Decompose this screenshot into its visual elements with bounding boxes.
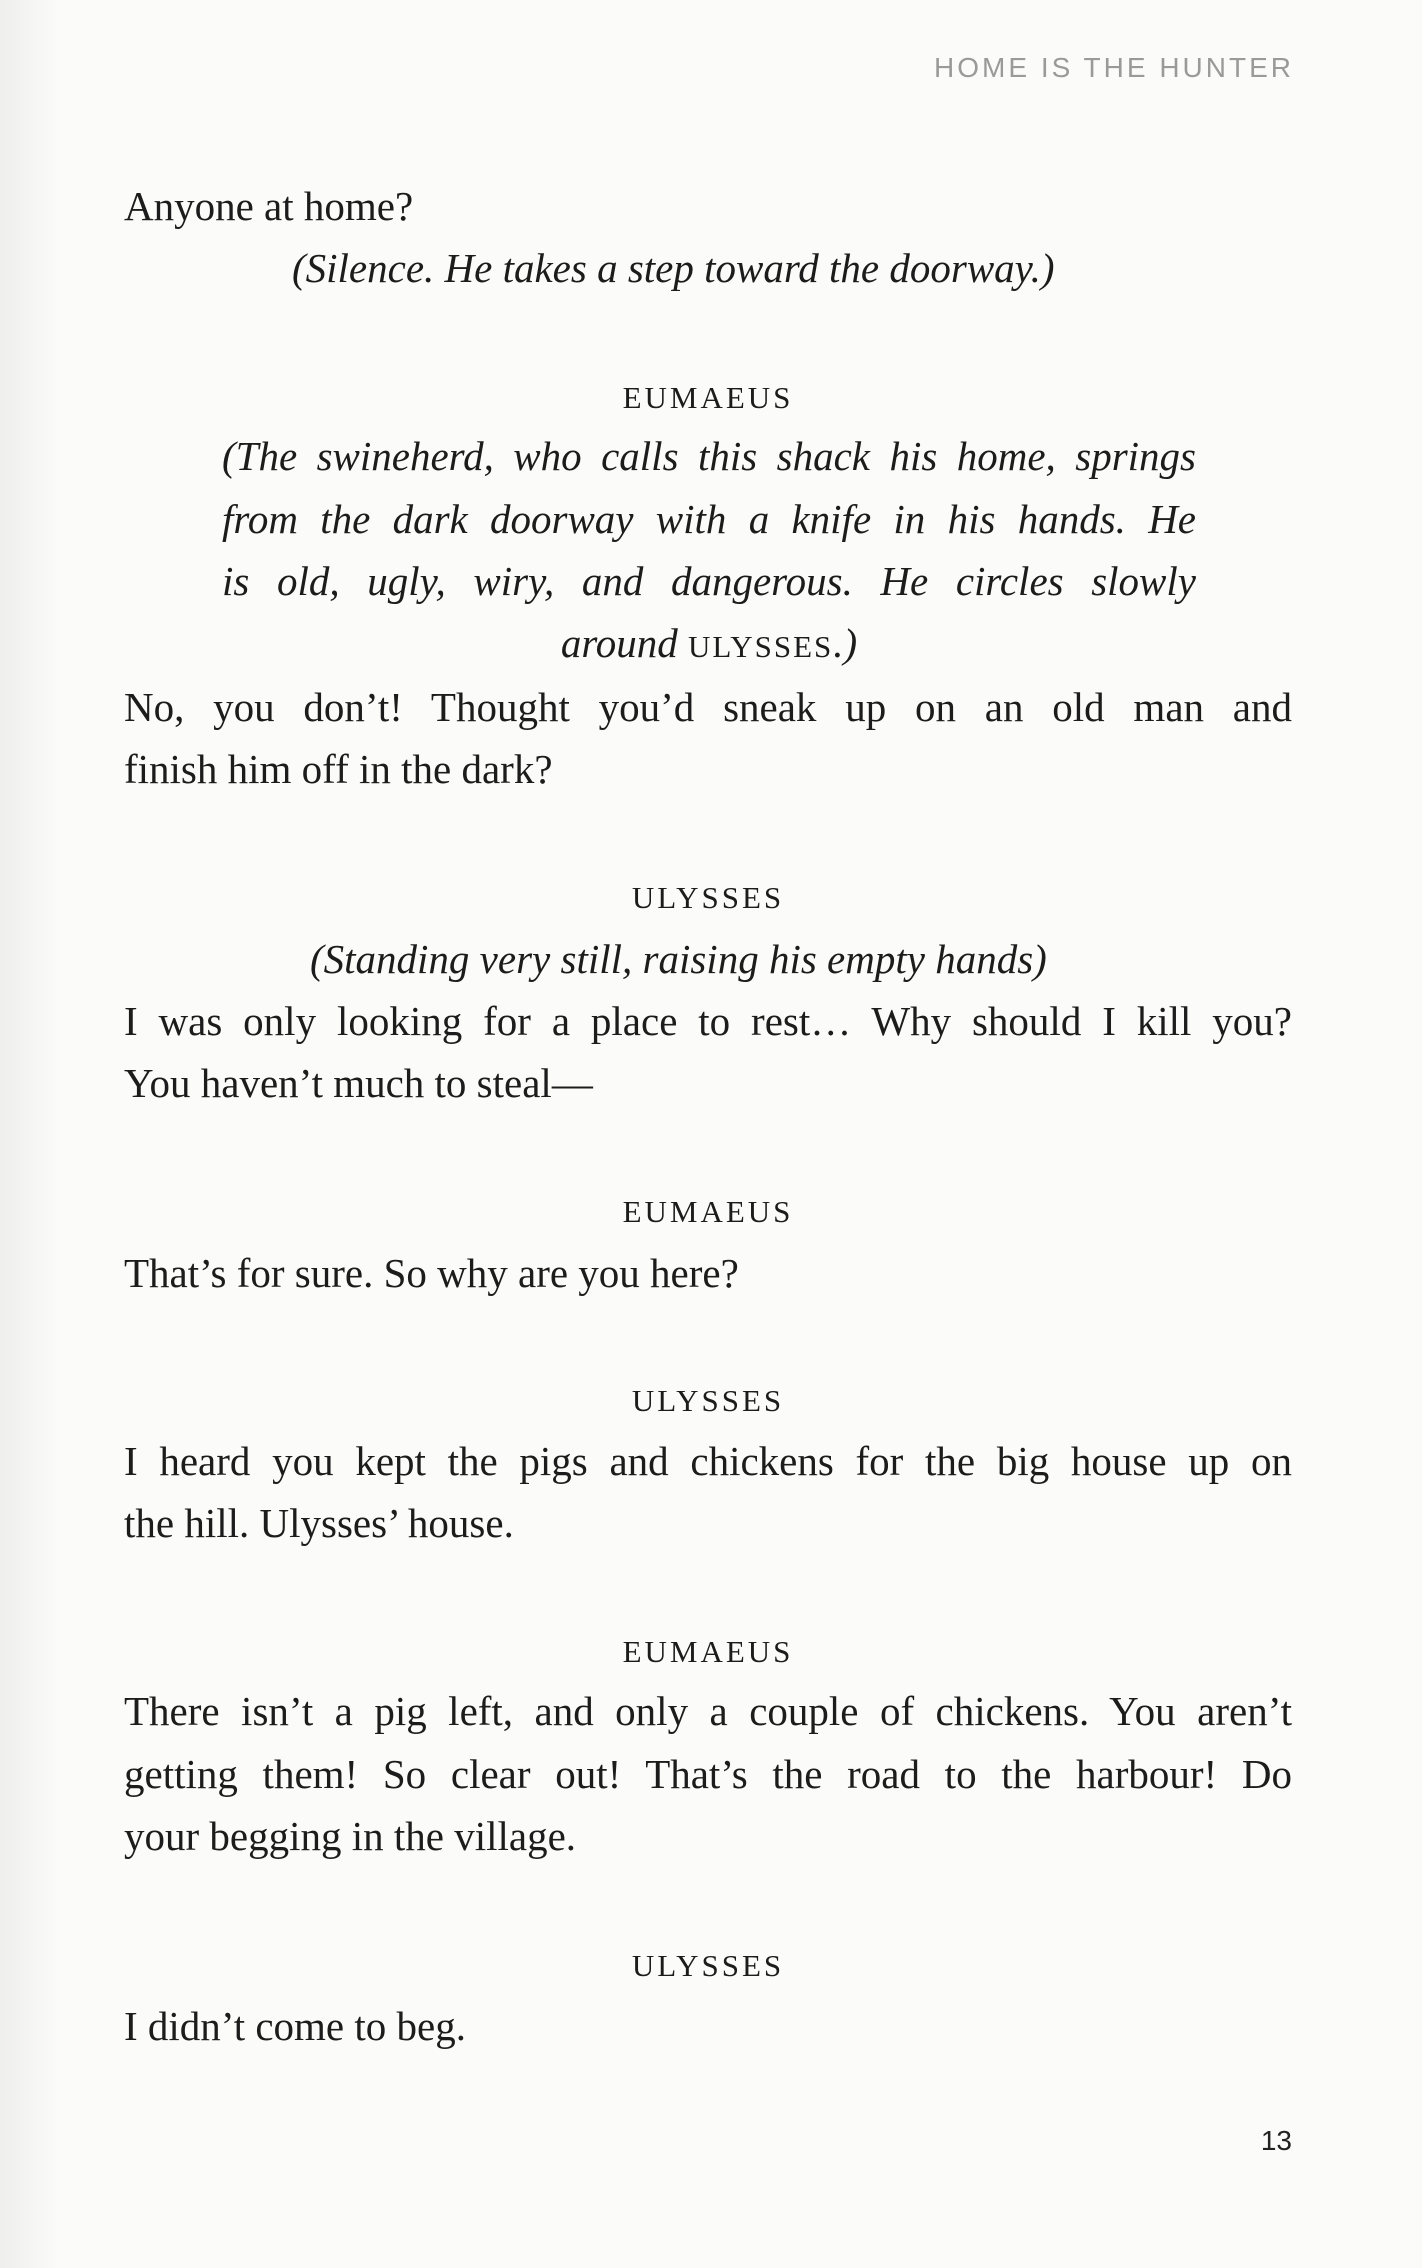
stage-direction: from the dark doorway with a knife in his hands. He bbox=[222, 496, 1196, 542]
binding-shadow bbox=[0, 0, 60, 2268]
dialogue-line: getting them! So clear out! That’s the road to the harbour! Do bbox=[124, 1751, 1292, 1797]
speaker-name: EUMAEUS bbox=[622, 1194, 794, 1229]
stage-direction bbox=[222, 612, 1196, 678]
speaker-name: ULYSSES bbox=[631, 880, 785, 915]
speaker-name: EUMAEUS bbox=[622, 380, 794, 415]
dialogue-line: That’s for sure. So why are you here? bbox=[124, 1250, 739, 1296]
dialogue-line: There isn’t a pig left, and only a couple of chickens. You aren’t bbox=[124, 1688, 1292, 1734]
dialogue-line: I was only looking for a place to rest… Why should I kill you? bbox=[124, 998, 1292, 1044]
page-number: 13 bbox=[1260, 2125, 1292, 2156]
character-name: ULYSSES bbox=[688, 629, 834, 664]
dialogue-line: I heard you kept the pigs and chickens for the big house up on bbox=[124, 1438, 1292, 1484]
dialogue-line: the hill. Ulysses’ house. bbox=[124, 1500, 514, 1546]
speaker-name: ULYSSES bbox=[631, 1948, 785, 1983]
speaker-name: ULYSSES bbox=[631, 1383, 785, 1418]
dialogue-line: finish him off in the dark? bbox=[124, 746, 553, 792]
stage-direction: is old, ugly, wiry, and dangerous. He circles slowly bbox=[222, 558, 1196, 604]
stage-direction-text: around bbox=[560, 620, 688, 666]
stage-direction: (The swineherd, who calls this shack his home, springs bbox=[222, 433, 1196, 479]
speaker-name: EUMAEUS bbox=[622, 1634, 794, 1669]
dialogue-line: your begging in the village. bbox=[124, 1813, 577, 1859]
dialogue-line: Anyone at home? bbox=[124, 183, 414, 229]
stage-direction: (Silence. He takes a step toward the doorway.) bbox=[292, 245, 1055, 291]
running-head: HOME IS THE HUNTER bbox=[934, 52, 1294, 83]
dialogue-line: No, you don’t! Thought you’d sneak up on an old man and bbox=[124, 684, 1292, 730]
dialogue-line: I didn’t come to beg. bbox=[124, 2003, 466, 2049]
stage-direction: (Standing very still, raising his empty hands) bbox=[310, 936, 1047, 982]
stage-direction-text: .) bbox=[833, 620, 858, 666]
dialogue-line: You haven’t much to steal— bbox=[124, 1060, 593, 1106]
